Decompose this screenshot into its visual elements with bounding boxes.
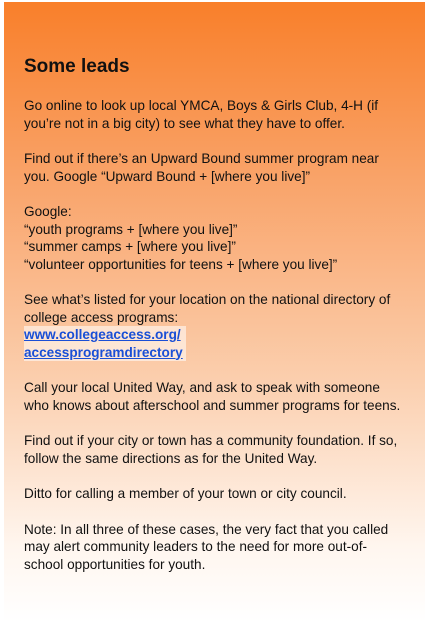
directory-link-line-1[interactable]: www.collegeaccess.org/ bbox=[24, 327, 181, 342]
note-paragraph: Note: In all three of these cases, the very fact that you called may alert community leaders to the need for more out-of-school opportunities for youth. bbox=[24, 521, 389, 572]
google-label: Google: bbox=[24, 204, 72, 219]
card-title: Some leads bbox=[24, 56, 130, 77]
directory-link-line-2[interactable]: accessprogramdirectory bbox=[24, 344, 183, 360]
directory-link[interactable] bbox=[24, 326, 186, 361]
leads-card bbox=[4, 2, 425, 622]
directory-text: See what’s listed for your location on the national directory of college access programs: bbox=[24, 292, 391, 325]
google-search-item: “youth programs + [where you live]” bbox=[24, 221, 238, 237]
directory-paragraph bbox=[24, 291, 405, 361]
google-searches bbox=[24, 203, 405, 273]
community-foundation-paragraph: Find out if your city or town has a community foundation. If so, follow the same directions as for the United Way. bbox=[24, 433, 398, 466]
city-council-paragraph: Ditto for calling a member of your town or city council. bbox=[24, 486, 347, 501]
google-search-item: “summer camps + [where you live]” bbox=[24, 239, 236, 254]
google-search-item: “volunteer opportunities for teens + [where you live]” bbox=[24, 256, 338, 272]
upward-bound-paragraph: Find out if there’s an Upward Bound summer program near you. Google “Upward Bound + [where you live]” bbox=[24, 151, 379, 184]
ymca-paragraph: Go online to look up local YMCA, Boys & Girls Club, 4-H (if you’re not in a big city) to see what they have to offer. bbox=[24, 98, 379, 131]
united-way-paragraph: Call your local United Way, and ask to speak with someone who knows about afterschool and summer programs for teens. bbox=[24, 380, 401, 413]
